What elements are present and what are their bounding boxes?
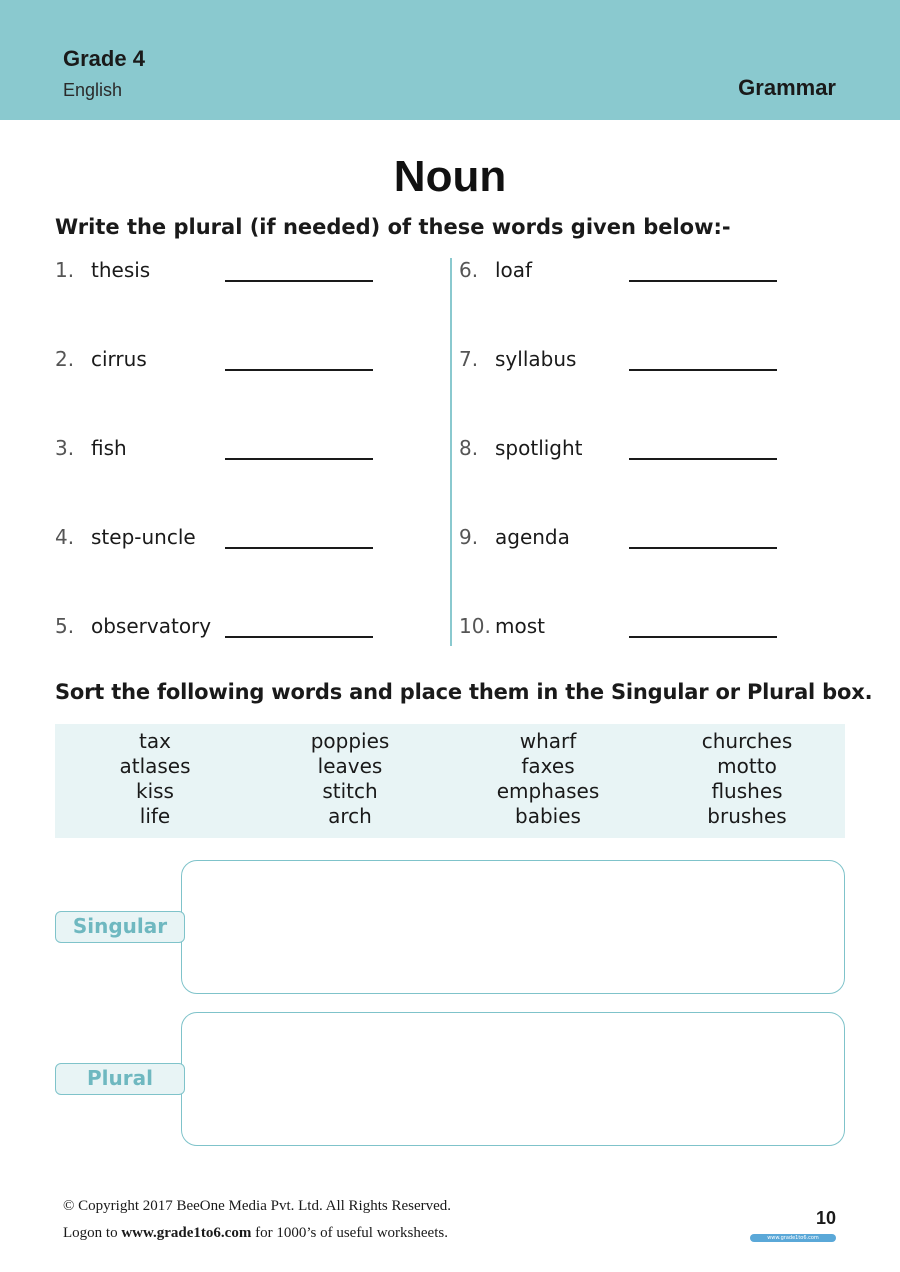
question-item [55, 258, 150, 282]
question-item [459, 614, 545, 638]
question-number: 5. [55, 614, 75, 638]
answer-line[interactable] [225, 458, 373, 460]
word-item: life [139, 804, 171, 828]
plural-answer-box[interactable] [181, 1012, 845, 1146]
word-item: wharf [519, 729, 577, 753]
word-item: kiss [136, 779, 174, 803]
answer-line[interactable] [629, 369, 777, 371]
word-item: tax [139, 729, 171, 753]
answer-line[interactable] [225, 547, 373, 549]
question-word: syllabus [495, 347, 577, 371]
answer-line[interactable] [629, 547, 777, 549]
answer-line[interactable] [225, 280, 373, 282]
header-banner [0, 0, 900, 120]
word-bank-column [448, 729, 648, 829]
logon-prefix: Logon to [63, 1225, 118, 1241]
question-item [459, 525, 570, 549]
page-badge: www.grade1to6.com [750, 1234, 836, 1242]
question-word: step-uncle [91, 525, 196, 549]
word-item: poppies [310, 729, 390, 753]
word-item: babies [515, 804, 581, 828]
page-title: Noun [393, 152, 507, 201]
word-item: churches [701, 729, 793, 753]
question-item [459, 347, 576, 371]
logon-suffix: for 1000’s of useful worksheets. [255, 1225, 448, 1241]
question-word: spotlight [495, 436, 583, 460]
answer-line[interactable] [629, 280, 777, 282]
question-word: loaf [495, 258, 533, 282]
website-link[interactable]: www.grade1to6.com [121, 1225, 252, 1241]
question-word: agenda [495, 525, 570, 549]
word-item: arch [328, 804, 372, 828]
word-bank [55, 724, 845, 838]
word-item: atlases [119, 754, 191, 778]
question-item [459, 258, 532, 282]
answer-line[interactable] [629, 458, 777, 460]
question-number: 8. [459, 436, 479, 460]
word-bank-column [647, 729, 847, 829]
question-word: fish [91, 436, 127, 460]
singular-answer-box[interactable] [181, 860, 845, 994]
word-item: brushes [707, 804, 787, 828]
answer-line[interactable] [225, 369, 373, 371]
question-word: observatory [91, 614, 212, 638]
topic-label: Grammar [738, 75, 836, 100]
word-item: flushes [711, 779, 783, 803]
question-item [55, 614, 211, 638]
word-bank-column [55, 729, 255, 829]
subject-label: English [63, 80, 123, 100]
question-item [55, 436, 127, 460]
question-number: 3. [55, 436, 75, 460]
question-number: 4. [55, 525, 75, 549]
question-number: 7. [459, 347, 479, 371]
question-number: 9. [459, 525, 479, 549]
copyright-text: © Copyright 2017 BeeOne Media Pvt. Ltd. All Rights Reserved. [63, 1198, 452, 1214]
question-number: 6. [459, 258, 479, 282]
question-word: cirrus [91, 347, 147, 371]
question-word: thesis [91, 258, 151, 282]
column-divider [450, 258, 452, 646]
grade-label: Grade 4 [63, 46, 145, 71]
question-number: 1. [55, 258, 75, 282]
answer-line[interactable] [629, 636, 777, 638]
page-number: 10 [815, 1208, 836, 1228]
plural-instruction: Write the plural (if needed) of these words given below:- [55, 215, 731, 239]
word-item: emphases [496, 779, 600, 803]
question-item [55, 347, 147, 371]
word-item: leaves [317, 754, 383, 778]
question-number: 10. [459, 614, 491, 638]
word-item: stitch [322, 779, 378, 803]
question-item [55, 525, 196, 549]
word-bank-column [250, 729, 450, 829]
singular-label: Singular [55, 911, 185, 943]
question-word: most [495, 614, 545, 638]
sort-instruction: Sort the following words and place them in the Singular or Plural box. [55, 680, 873, 704]
word-item: faxes [521, 754, 575, 778]
question-item [459, 436, 583, 460]
word-item: motto [717, 754, 777, 778]
question-number: 2. [55, 347, 75, 371]
plural-label: Plural [55, 1063, 185, 1095]
answer-line[interactable] [225, 636, 373, 638]
logon-text [63, 1225, 448, 1242]
